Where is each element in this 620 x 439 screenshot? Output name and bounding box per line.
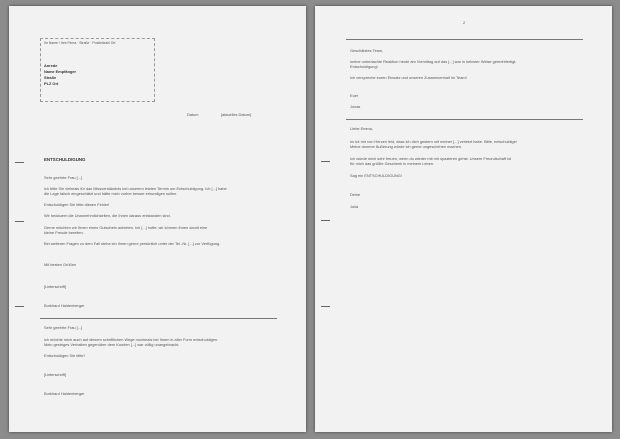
letter2-paragraph: Mein gestriges Verhalten gegenüber dem Kunden [...] war völlig unangebracht. — [44, 342, 180, 347]
recipient-salutation: Anrede — [44, 63, 58, 68]
letter1-paragraph: Bei weiteren Fragen zu dem Fall stehe ich Ihnen gerne persönlich unter der Tel.-Nr. [...] zur Verfügung. — [44, 241, 221, 246]
letter4-salutation: Liebe Emma, — [350, 126, 373, 131]
letter3-paragraph: Entschuldigung! — [350, 64, 378, 69]
fold-mark — [15, 306, 24, 307]
fold-mark — [321, 306, 330, 307]
recipient-street: Straße — [44, 75, 57, 80]
letter2-paragraph: ich möchte mich auch auf diesem schriftlichen Wege nochmals bei Ihnen in aller Form entschuldigen. — [44, 337, 219, 342]
separator-line — [40, 318, 277, 319]
punch-mark — [321, 220, 330, 221]
letter1-salutation: Sehr geehrte Frau [...] — [44, 175, 83, 180]
fold-mark — [15, 162, 24, 163]
punch-mark — [15, 221, 24, 222]
letter4-paragraph: es tut mir von Herzen leid, dass ich dich gestern mit meiner [...] verletzt habe. Bitte, entschuldige! — [350, 139, 517, 144]
letter2-paragraph: Entschuldigen Sie bitte! — [44, 353, 85, 358]
letter3-closing: Euer — [350, 93, 359, 98]
recipient-name: Name Empfänger — [44, 69, 76, 74]
letter3-name: Jonas — [350, 104, 361, 109]
letter3-paragraph: meine unbedachte Reaktion heute am Vormittag auf das [...] war in keinster Weise gerechtfertigt. — [350, 59, 517, 64]
letter4-closing: Deine — [350, 192, 361, 197]
letter1-paragraph: Wir bedauern die Unannehmlichkeiten, die Ihnen daraus entstanden sind. — [44, 213, 171, 218]
letter1-signature: [Unterschrift] — [44, 284, 67, 289]
date-value: [aktuelles Datum] — [221, 112, 252, 117]
letter4-name: Julia — [350, 204, 359, 209]
document-page-2 — [315, 6, 612, 432]
sender-line: Ihr Name / Ihre Firma · Straße · Postleitzahl Ort — [44, 41, 116, 45]
letter3-salutation: Geschätztes Team, — [350, 48, 384, 53]
recipient-city: PLZ Ort — [44, 81, 59, 86]
letter1-paragraph: kleine Freude bereiten. — [44, 230, 84, 235]
letter4-paragraph: Ich würde mich sehr freuen, wenn du wieder mit mir spazieren gehst. Unsere Freundschaft ist — [350, 156, 512, 161]
letter1-name: Burkhard Haldenberger — [44, 303, 85, 308]
separator-line — [346, 119, 583, 120]
document-page-1 — [9, 6, 306, 432]
fold-mark — [321, 161, 330, 162]
header-line — [346, 39, 583, 40]
letter4-paragraph: Sag ein ENTSCHULDIGUNG! — [350, 173, 402, 178]
letter3-paragraph: Ich verspreche euren Einsatz und unseren Zusammenhalt im Team! — [350, 75, 467, 80]
letter2-name: Burkhard Haldenberger — [44, 391, 85, 396]
letter1-closing: Mit besten Grüßen — [44, 262, 77, 267]
letter1-paragraph: ich bitte Sie vielmals für das Missverständnis bei unserem letzten Termin um Entschuldigung. Ich [...] habe — [44, 186, 227, 191]
letter1-paragraph: Gerne möchten wir Ihnen einen Gutschein anbieten. Ich [...] hoffe, wir können Ihnen damit eine — [44, 225, 208, 230]
letter4-paragraph: für mich das größte Geschenk in meinem Leben. — [350, 161, 435, 166]
letter2-signature: [Unterschrift] — [44, 372, 67, 377]
letter1-subject: ENTSCHULDIGUNG — [44, 157, 86, 162]
letter4-paragraph: Meine dumme Äußerung würde ich gerne ungeschehen machen. — [350, 144, 463, 149]
letter1-paragraph: Entschuldigen Sie bitte diesen Fehler! — [44, 202, 110, 207]
letter2-salutation: Sehr geehrte Frau [...] — [44, 325, 83, 330]
letter1-paragraph: die Lage falsch eingeschätzt und hätte mich vorher besser erkundigen sollen. — [44, 191, 178, 196]
date-label: Datum — [187, 112, 199, 117]
page-number: 2 — [463, 20, 466, 25]
